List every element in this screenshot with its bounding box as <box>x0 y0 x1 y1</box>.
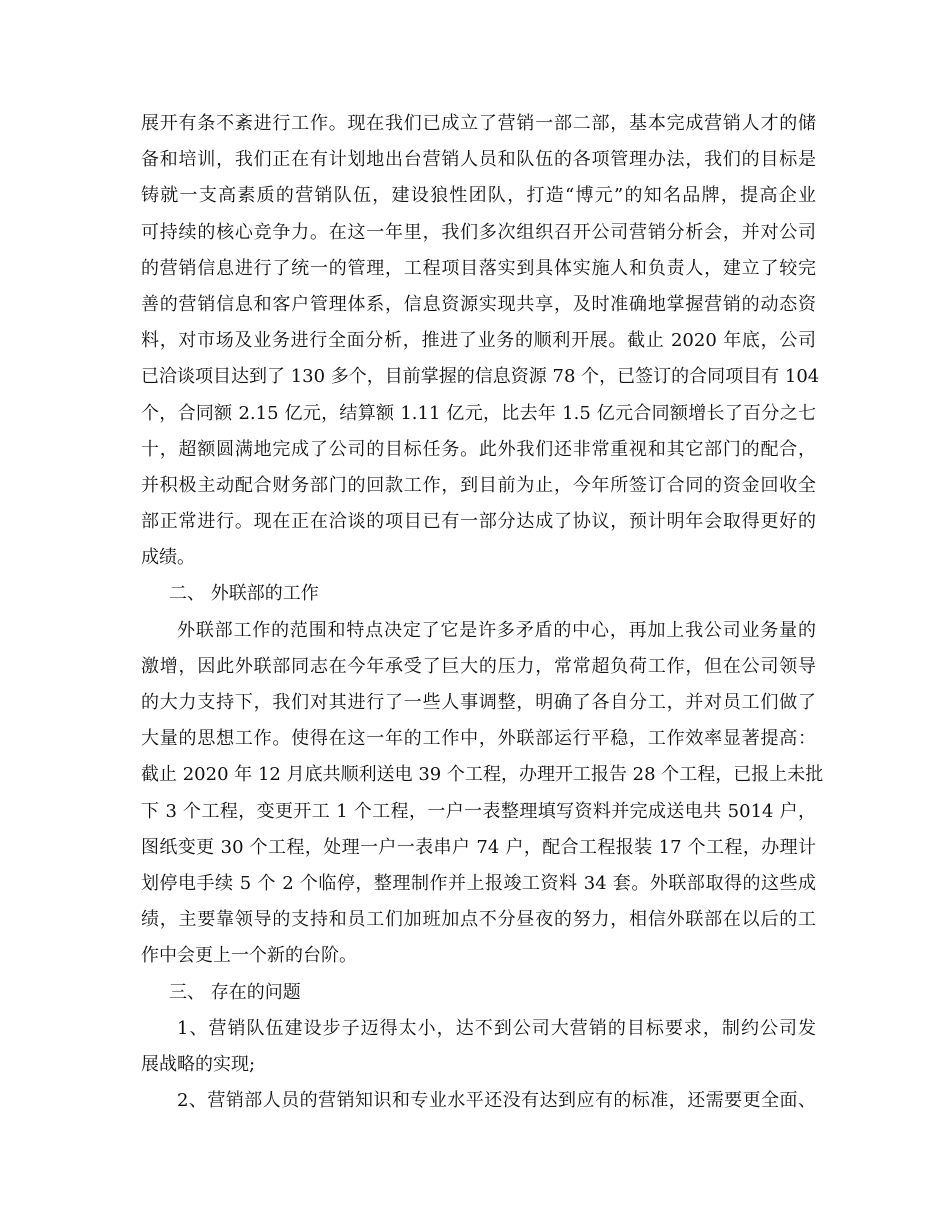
text-line: 作中会更上一个新的台阶。 <box>141 945 357 967</box>
text-line: 大量的思想工作。使得在这一年的工作中，外联部运行平稳，工作效率显著提高： <box>141 728 816 750</box>
text-line: 成绩。 <box>141 547 195 569</box>
text-line: 展开有条不紊进行工作。现在我们已成立了营销一部二部，基本完成营销人才的储 <box>141 113 816 134</box>
text-line: 绩，主要靠领导的支持和员工们加班加点不分昼夜的努力，相信外联部在以后的工 <box>141 909 816 931</box>
text-line: 十，超额圆满地完成了公司的目标任务。此外我们还非常重视和其它部门的配合， <box>141 438 816 460</box>
list-item-continuation: 展战略的实现; <box>141 1053 256 1075</box>
text-line: 已洽谈项目达到了 130 多个，目前掌握的信息资源 78 个，已签订的合同项目有 104 <box>141 366 820 388</box>
text-line: 图纸变更 30 个工程，处理一户一表串户 74 户，配合工程报装 17 个工程，办理计 <box>141 836 816 858</box>
body-text <box>141 106 824 1119</box>
text-line: 下 3 个工程，变更开工 1 个工程，一户一表整理填写资料并完成送电共 5014 户， <box>141 800 816 822</box>
text-line: 部正常进行。现在正在洽谈的项目已有一部分达成了协议，预计明年会取得更好的 <box>141 511 816 533</box>
text-line: 铸就一支高素质的营销队伍，建设狼性团队，打造“博元”的知名品牌，提高企业 <box>141 185 816 207</box>
text-line: 可持续的核心竞争力。在这一年里，我们多次组织召开公司营销分析会，并对公司 <box>141 221 816 243</box>
text-line: 的大力支持下，我们对其进行了一些人事调整，明确了各自分工，并对员工们做了 <box>141 692 816 713</box>
section-heading: 三、 存在的问题 <box>169 981 301 1003</box>
section-heading: 二、 外联部的工作 <box>169 583 319 605</box>
text-line: 料，对市场及业务进行全面分析，推进了业务的顺利开展。截止 2020 年底，公司 <box>141 330 816 352</box>
text-line: 划停电手续 5 个 2 个临停，整理制作并上报竣工资料 34 套。外联部取得的这些成 <box>141 872 816 894</box>
list-item: 2、营销部人员的营销知识和专业水平还没有达到应有的标准，还需要更全面、 <box>177 1090 816 1112</box>
list-item: 1、营销队伍建设步子迈得太小，达不到公司大营销的目标要求，制约公司发 <box>177 1017 816 1039</box>
text-line: 善的营销信息和客户管理体系，信息资源实现共享，及时准确地掌握营销的动态资 <box>141 293 816 315</box>
text-line: 外联部工作的范围和特点决定了它是许多矛盾的中心，再加上我公司业务量的 <box>177 619 816 641</box>
text-line: 并积极主动配合财务部门的回款工作，到目前为止，今年所签订合同的资金回收全 <box>141 474 816 496</box>
text-line: 的营销信息进行了统一的管理，工程项目落实到具体实施人和负责人，建立了较完 <box>141 257 816 279</box>
text-line: 激增，因此外联部同志在今年承受了巨大的压力，常常超负荷工作，但在公司领导 <box>141 655 816 677</box>
text-line: 截止 2020 年 12 月底共顺利送电 39 个工程，办理开工报告 28 个工程，已报上未批 <box>141 764 824 786</box>
text-line: 个，合同额 2.15 亿元，结算额 1.11 亿元，比去年 1.5 亿元合同额增长了百分之七 <box>141 402 816 424</box>
text-line: 备和培训，我们正在有计划地出台营销人员和队伍的各项管理办法，我们的目标是 <box>141 149 816 171</box>
